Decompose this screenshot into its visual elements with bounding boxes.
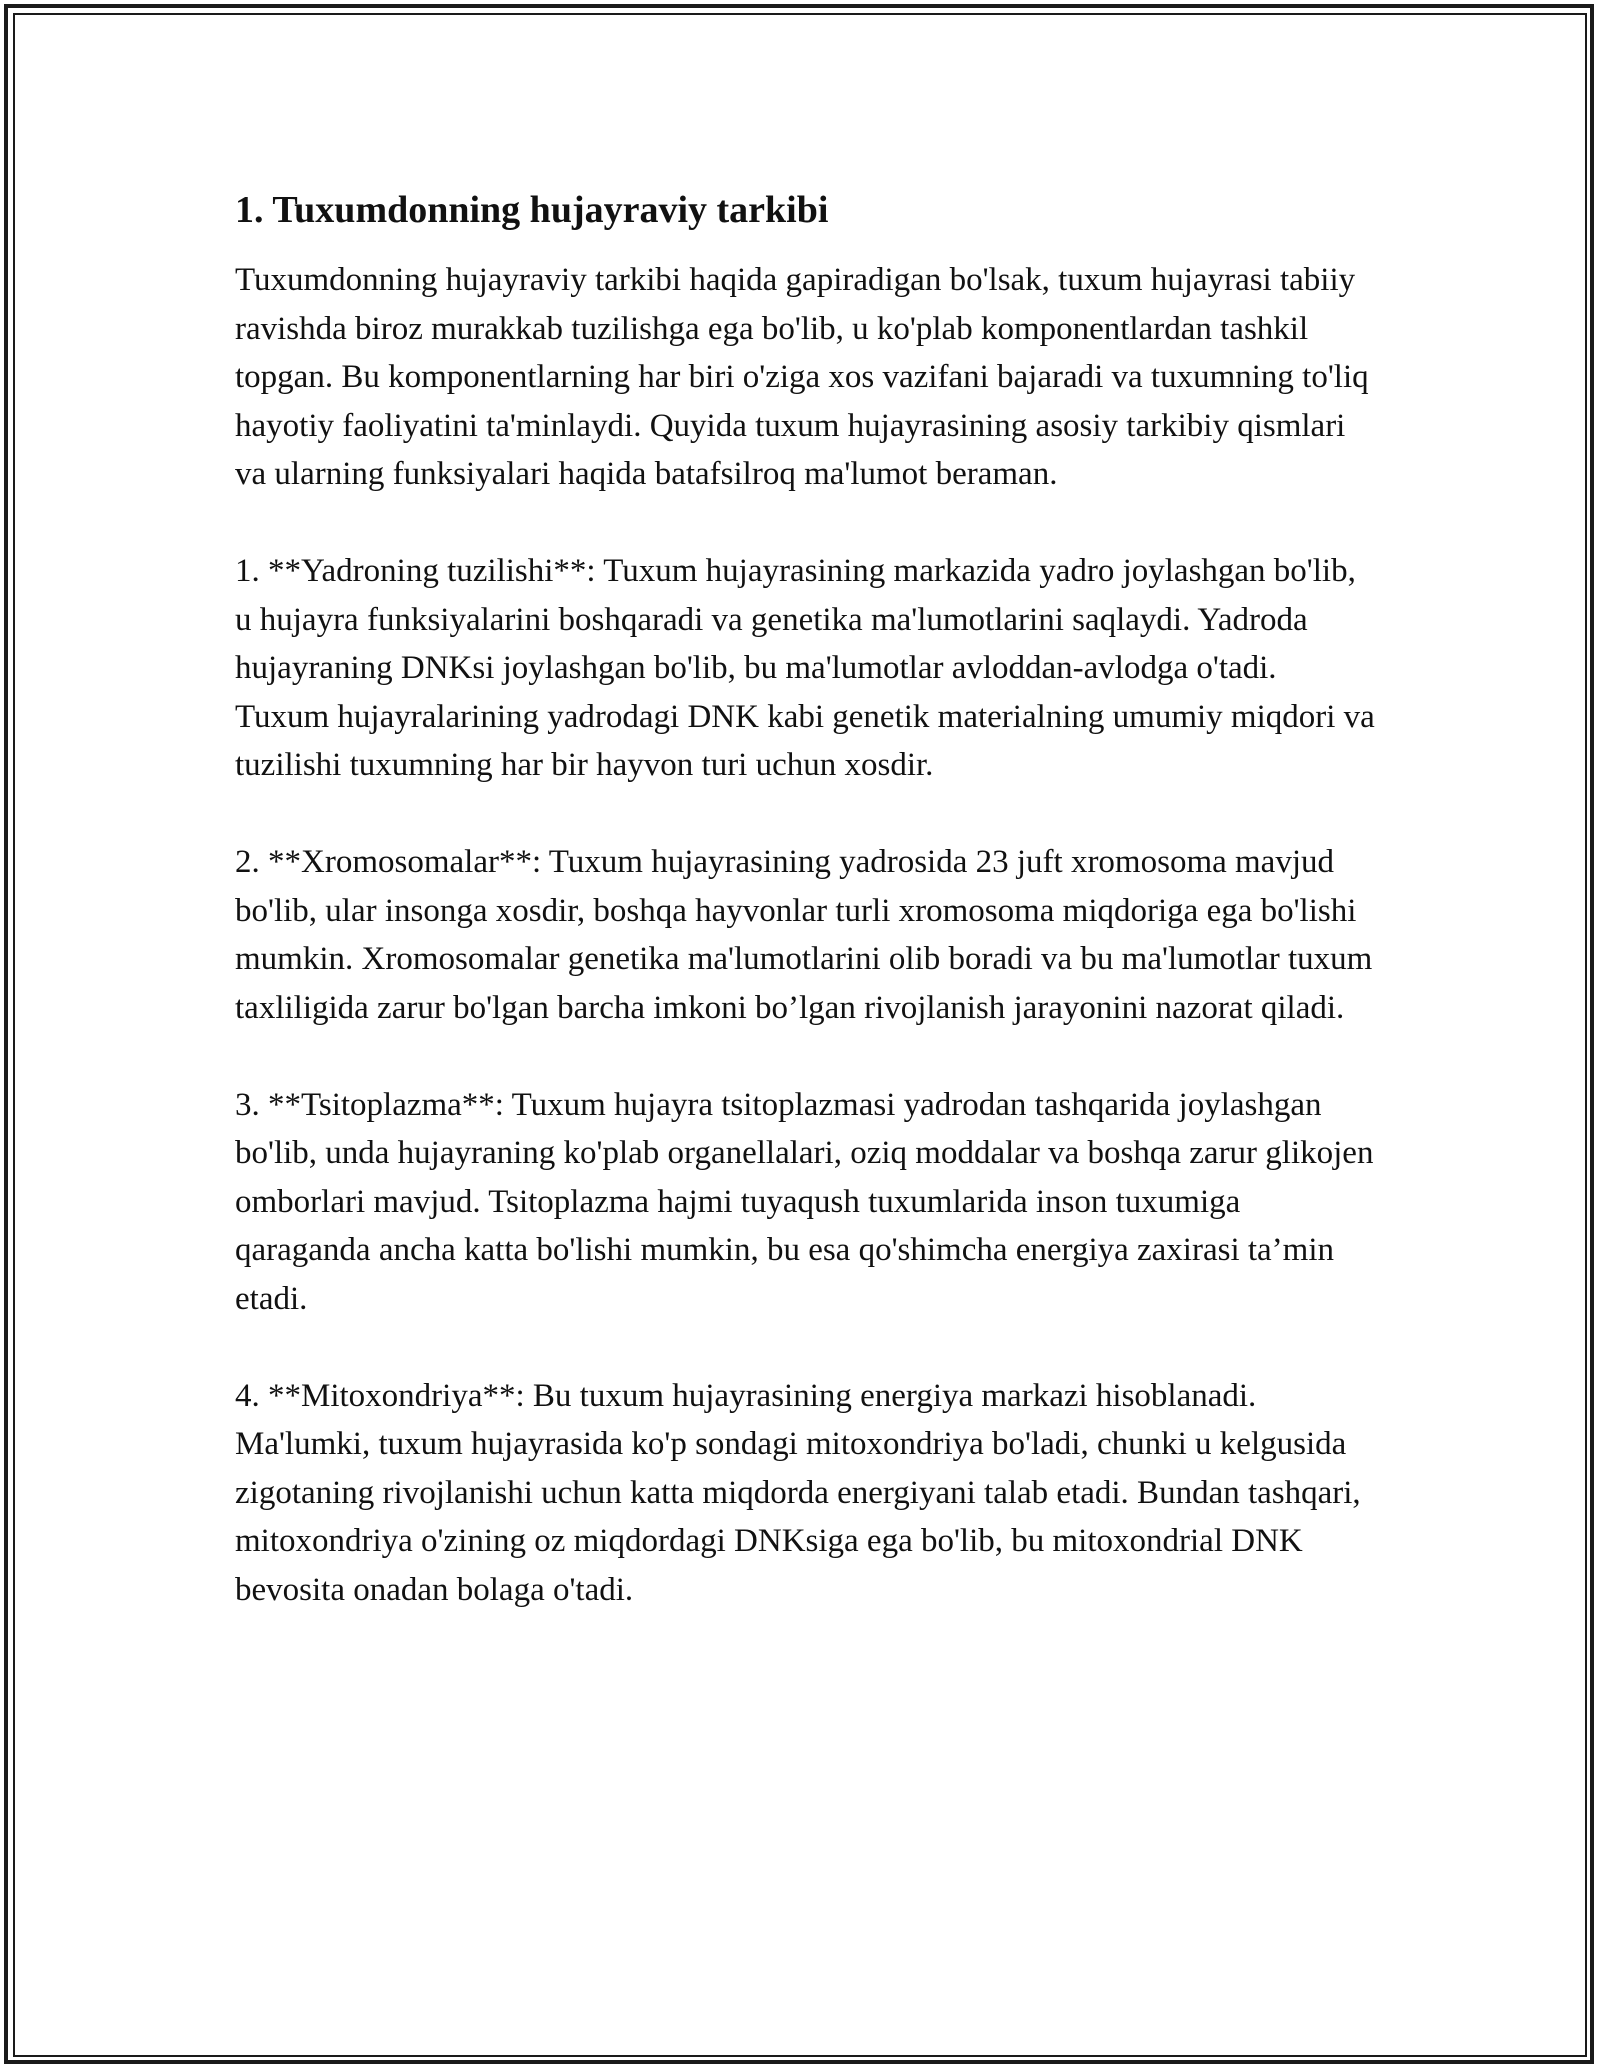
document-body	[235, 186, 1375, 1663]
intro-paragraph: Tuxumdonning hujayraviy tarkibi haqida gapiradigan bo'lsak, tuxum hujayrasi tabiiy ravishda biroz murakkab tuzilishga ega bo'lib, u ko'plab komponentlardan tashkil topgan. Bu komponentlarning har biri o'ziga xos vazifani bajaradi va tuxumning to'liq hayotiy faoliyatini ta'minlaydi. Quyida tuxum hujayrasining asosiy tarkibiy qismlari va ularning funksiyalari haqida batafsilroq ma'lumot beraman.	[235, 262, 1369, 492]
paragraph-mitoxondriya: 4. **Mitoxondriya**: Bu tuxum hujayrasining energiya markazi hisoblanadi. Ma'lumki, tuxum hujayrasida ko'p sondagi mitoxondriya bo'ladi, chunki u kelgusida zigotaning rivojlanishi uchun katta miqdorda energiyani talab etadi. Bundan tashqari, mitoxondriya o'zining oz miqdordagi DNKsiga ega bo'lib, bu mitoxondrial DNK bevosita onadan bolaga o'tadi.	[235, 1377, 1361, 1608]
paragraph-xromosomalar: 2. **Xromosomalar**: Tuxum hujayrasining yadrosida 23 juft xromosoma mavjud bo'lib, ular insonga xosdir, boshqa hayvonlar turli xromosoma miqdoriga ega bo'lishi mumkin. Xromosomalar genetika ma'lumotlarini olib boradi va bu ma'lumotlar tuxum taxliligida zarur bo'lgan barcha imkoni bo’lgan rivojlanish jarayonini nazorat qiladi.	[235, 844, 1373, 1026]
section-heading: 1. Tuxumdonning hujayraviy tarkibi	[235, 189, 829, 231]
paragraph-yadro: 1. **Yadroning tuzilishi**: Tuxum hujayrasining markazida yadro joylashgan bo'lib, u hujayra funksiyalarini boshqaradi va genetika ma'lumotlarini saqlaydi. Yadroda hujayraning DNKsi joylashgan bo'lib, bu ma'lumotlar avloddan-avlodga o'tadi. Tuxum hujayralarining yadrodagi DNK kabi genetik materialning umumiy miqdori va tuzilishi tuxumning har bir hayvon turi uchun xosdir.	[235, 553, 1375, 783]
paragraph-tsitoplazma: 3. **Tsitoplazma**: Tuxum hujayra tsitoplazmasi yadrodan tashqarida joylashgan bo'lib, unda hujayraning ko'plab organellalari, oziq moddalar va boshqa zarur glikojen omborlari mavjud. Tsitoplazma hajmi tuyaqush tuxumlarida inson tuxumiga qaraganda ancha katta bo'lishi mumkin, bu esa qo'shimcha energiya zaxirasi ta’min etadi.	[235, 1086, 1374, 1317]
